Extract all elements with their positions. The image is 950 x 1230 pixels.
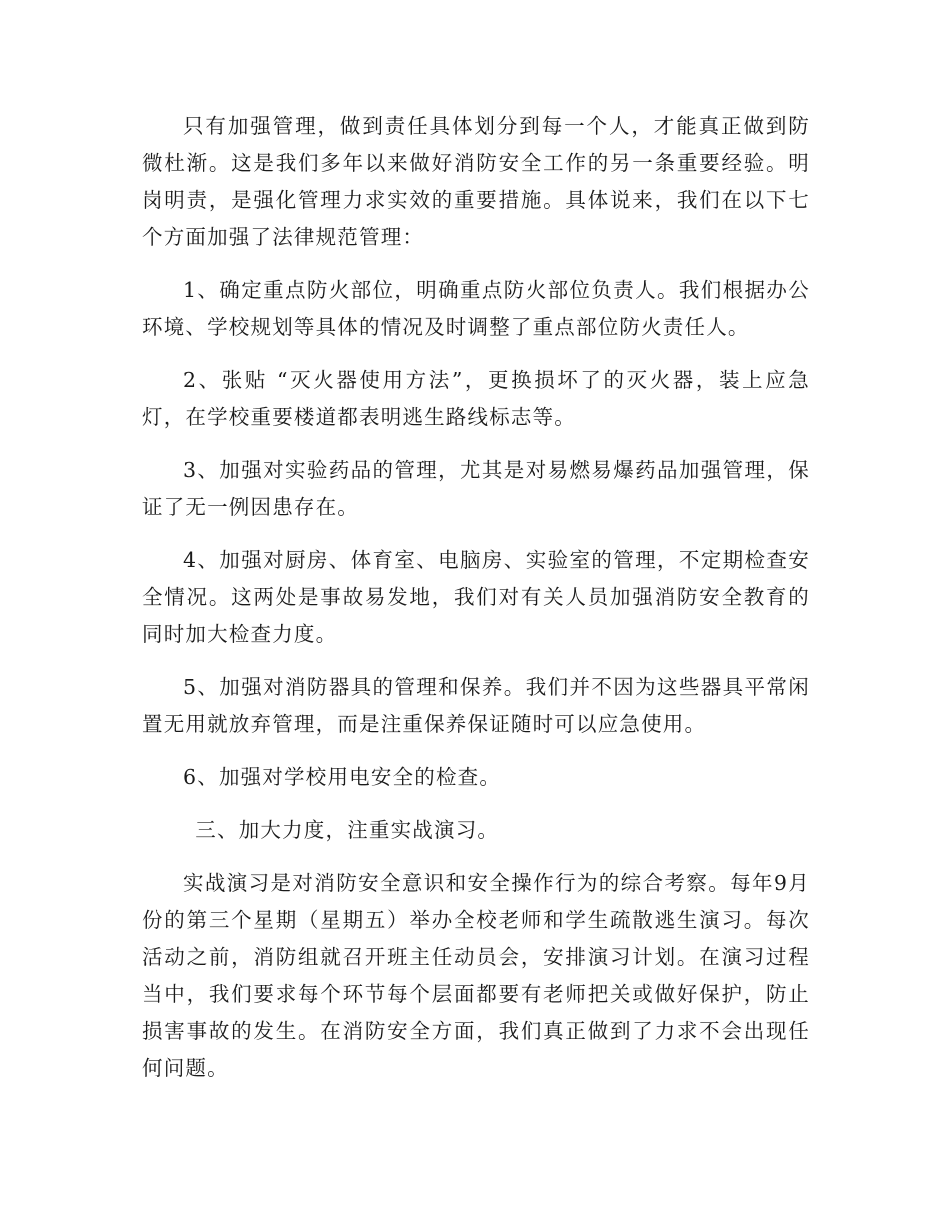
list-item-4: 4、加强对厨房、体育室、电脑房、实验室的管理，不定期检查安全情况。这两处是事故易发地，我们对有关人员加强消防安全教育的同时加大检查力度。 <box>142 548 810 646</box>
list-item-6: 6、加强对学校用电安全的检查。 <box>183 765 502 789</box>
list-item-5: 5、加强对消防器具的管理和保养。我们并不因为这些器具平常闲置无用就放弃管理，而是注重保养保证随时可以应急使用。 <box>142 675 810 736</box>
list-item-3: 3、加强对实验药品的管理，尤其是对易燃易爆药品加强管理，保证了无一例因患存在。 <box>142 458 810 519</box>
section-heading: 三、加大力度，注重实战演习。 <box>195 818 500 842</box>
closing-paragraph: 实战演习是对消防安全意识和安全操作行为的综合考察。每年9月份的第三个星期（星期五）举办全校老师和学生疏散逃生演习。每次活动之前，消防组就召开班主任动员会，安排演习计划。在演习过程当中，我们要求每个环节每个层面都要有老师把关或做好保护，防止损害事故的发生。在消防安全方面，我们真正做到了力求不会出现任何问题。 <box>142 871 810 1080</box>
list-item-1: 1、确定重点防火部位，明确重点防火部位负责人。我们根据办公环境、学校规划等具体的情况及时调整了重点部位防火责任人。 <box>142 278 810 339</box>
list-item-2: 2、张贴 “灭火器使用方法”，更换损坏了的灭火器，装上应急灯，在学校重要楼道都表明逃生路线标志等。 <box>142 368 810 429</box>
document-body <box>142 108 810 1103</box>
intro-paragraph: 只有加强管理，做到责任具体划分到每一个人，才能真正做到防微杜渐。这是我们多年以来做好消防安全工作的另一条重要经验。明岗明责，是强化管理力求实效的重要措施。具体说来，我们在以下七个方面加强了法律规范管理： <box>142 114 810 249</box>
